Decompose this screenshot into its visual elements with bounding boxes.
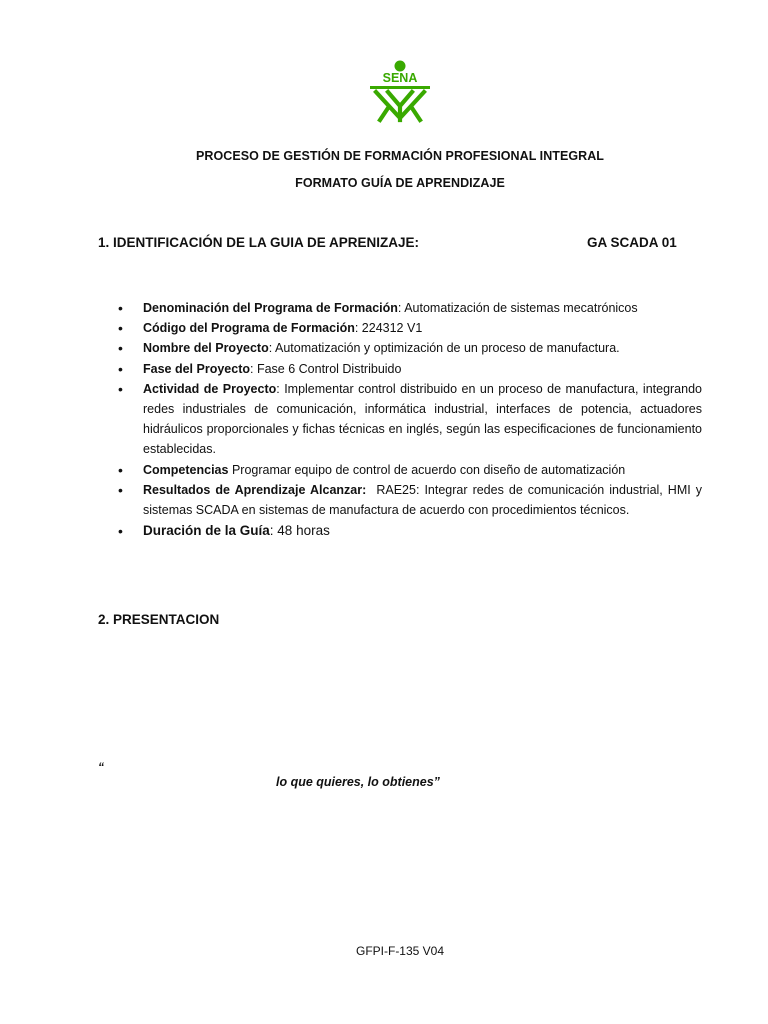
item-key: Código del Programa de Formación xyxy=(143,321,355,336)
item-separator: : xyxy=(397,301,405,315)
bullet-icon: • xyxy=(118,360,123,377)
footer-code: GFPI-F-135 V04 xyxy=(355,944,445,958)
bullet-icon: • xyxy=(118,523,123,540)
process-title: PROCESO DE GESTIÓN DE FORMACIÓN PROFESIONAL INTEGRAL xyxy=(196,149,604,163)
quote-text: lo que quieres, lo obtienes” xyxy=(276,775,440,789)
list-item xyxy=(98,379,702,460)
item-separator: : xyxy=(354,321,362,336)
item-key: Competencias xyxy=(143,462,229,477)
bullet-icon: • xyxy=(118,380,123,397)
identification-list xyxy=(98,298,702,542)
item-value: Automatización y optimización de un proceso de manufactura. xyxy=(275,341,620,356)
item-separator: : xyxy=(276,381,285,396)
sena-logo-text: SENA xyxy=(382,71,418,85)
item-key: Actividad de Proyecto xyxy=(143,381,277,396)
guide-code: GA SCADA 01 xyxy=(587,235,677,250)
bullet-icon: • xyxy=(118,481,123,498)
list-item xyxy=(98,318,702,338)
list-item xyxy=(98,460,702,480)
item-separator: : xyxy=(268,341,275,356)
item-value: Implementar control distribuido en un proceso de manufactura, integrando redes industriales de comunicación, informática industrial, interfaces de potencia, actuadores hidráulicos proporcionales y fichas técnicas en inglés, según las especificaciones de funcionamiento establecidas. xyxy=(143,381,702,457)
item-value: 48 horas xyxy=(277,523,330,539)
item-value: Automatización de sistemas mecatrónicos xyxy=(404,301,638,315)
sena-logo-head xyxy=(395,61,406,72)
list-item xyxy=(98,520,702,542)
list-item xyxy=(98,480,702,520)
item-separator: : xyxy=(250,361,257,376)
section-1-title: 1. IDENTIFICACIÓN DE LA GUIA DE APRENIZAJE: xyxy=(98,235,420,250)
format-title: FORMATO GUÍA DE APRENDIZAJE xyxy=(295,176,505,190)
bullet-icon: • xyxy=(118,300,123,316)
item-key: Duración de la Guía xyxy=(143,523,270,539)
item-separator xyxy=(366,483,376,497)
item-value: Fase 6 Control Distribuido xyxy=(256,361,402,376)
item-key: Nombre del Proyecto xyxy=(143,341,269,356)
item-value: RAE25: Integrar redes de comunicación industrial, HMI y sistemas SCADA en sistemas de manufactura de acuerdo con procedimientos técnicos. xyxy=(143,482,702,518)
item-value: 224312 V1 xyxy=(361,321,423,336)
bullet-icon: • xyxy=(118,340,123,357)
item-value: Programar equipo de control de acuerdo con diseño de automatización xyxy=(231,462,626,477)
list-item xyxy=(98,338,702,358)
bullet-icon: • xyxy=(118,320,123,337)
item-separator: : xyxy=(269,523,278,539)
section-2-title: 2. PRESENTACION xyxy=(98,612,220,627)
quote-open-mark: “ xyxy=(98,760,104,774)
item-key: Resultados de Aprendizaje Alcanzar: xyxy=(143,482,367,497)
sena-logo xyxy=(368,60,432,124)
item-key: Denominación del Programa de Formación xyxy=(143,301,398,315)
list-item xyxy=(98,359,702,379)
sena-logo-bar xyxy=(370,86,430,89)
item-key: Fase del Proyecto xyxy=(143,361,250,376)
sena-logo-figure xyxy=(376,92,424,120)
bullet-icon: • xyxy=(118,461,123,478)
list-item xyxy=(98,298,702,318)
